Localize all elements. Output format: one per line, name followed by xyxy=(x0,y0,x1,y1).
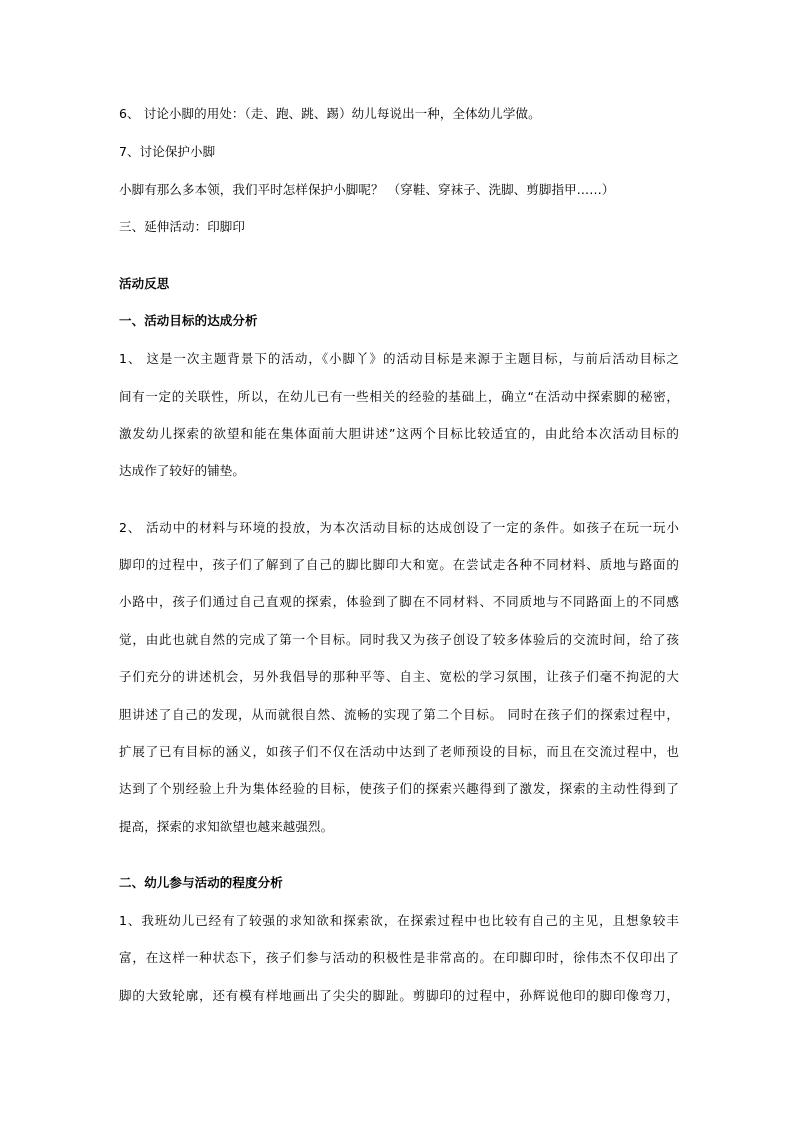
paragraph-line: 1、 这是一次主题背景下的活动，《小脚丫》的活动目标是来源于主题目标，与前后活动目标之 xyxy=(119,351,679,366)
paragraph-line: 子们充分的讲述机会，另外我倡导的那种平等、自主、宽松的学习氛围，让孩子们毫不拘泥的大 xyxy=(119,669,679,684)
paragraph-line: 提高，探索的求知欲望也越来越强烈。 xyxy=(119,819,334,834)
extension-activity-heading: 三、延伸活动：印脚印 xyxy=(119,219,246,234)
paragraph-line: 脚印的过程中，孩子们了解到了自己的脚比脚印大和宽。在尝试走各种不同材料、质地与路面的 xyxy=(119,557,679,572)
paragraph-line: 扩展了已有目标的涵义，如孩子们不仅在活动中达到了老师预设的目标，而且在交流过程中，也 xyxy=(119,744,679,759)
step-6-text: 6、 讨论小脚的用处：（走、跑、跳、踢）幼儿每说出一种，全体幼儿学做。 xyxy=(119,106,541,121)
paragraph-line: 间有一定的关联性，所以，在幼儿已有一些相关的经验的基础上，确立“在活动中探索脚的秘密， xyxy=(119,389,679,404)
paragraph-line: 达到了个别经验上升为集体经验的目标，使孩子们的探索兴趣得到了激发，探索的主动性得到了 xyxy=(119,781,679,796)
paragraph-line: 脚的大致轮廓，还有模有样地画出了尖尖的脚趾。剪脚印的过程中，孙辉说他印的脚印像弯刀， xyxy=(119,988,679,1003)
section-2-heading: 二、幼儿参与活动的程度分析 xyxy=(119,875,283,890)
section-1-heading: 一、活动目标的达成分析 xyxy=(119,313,258,328)
step-7-text: 小脚有那么多本领，我们平时怎样保护小脚呢？ （穿鞋、穿袜子、洗脚、剪脚指甲……） xyxy=(119,182,615,197)
paragraph-line: 觉，由此也就自然的完成了第一个目标。同时我又为孩子创设了较多体验后的交流时间，给了孩 xyxy=(119,632,679,647)
reflection-title: 活动反思 xyxy=(119,276,170,291)
paragraph-line: 富，在这样一种状态下，孩子们参与活动的积极性是非常高的。在印脚印时，徐伟杰不仅印出了 xyxy=(119,950,679,965)
paragraph-line: 2、 活动中的材料与环境的投放，为本次活动目标的达成创设了一定的条件。如孩子在玩一玩小 xyxy=(119,520,679,535)
paragraph-line: 达成作了较好的铺垫。 xyxy=(119,463,246,478)
paragraph-line: 1、我班幼儿已经有了较强的求知欲和探索欲，在探索过程中也比较有自己的主见，且想象较丰 xyxy=(119,913,679,928)
step-7-heading: 7、讨论保护小脚 xyxy=(119,144,216,159)
paragraph-line: 激发幼儿探索的欲望和能在集体面前大胆讲述”这两个目标比较适宜的，由此给本次活动目标的 xyxy=(119,426,679,441)
paragraph-line: 胆讲述了自己的发现，从而就很自然、流畅的实现了第二个目标。 同时在孩子们的探索过程中， xyxy=(119,707,679,722)
paragraph-line: 小路中，孩子们通过自己直观的探索，体验到了脚在不同材料、不同质地与不同路面上的不同感 xyxy=(119,594,679,609)
